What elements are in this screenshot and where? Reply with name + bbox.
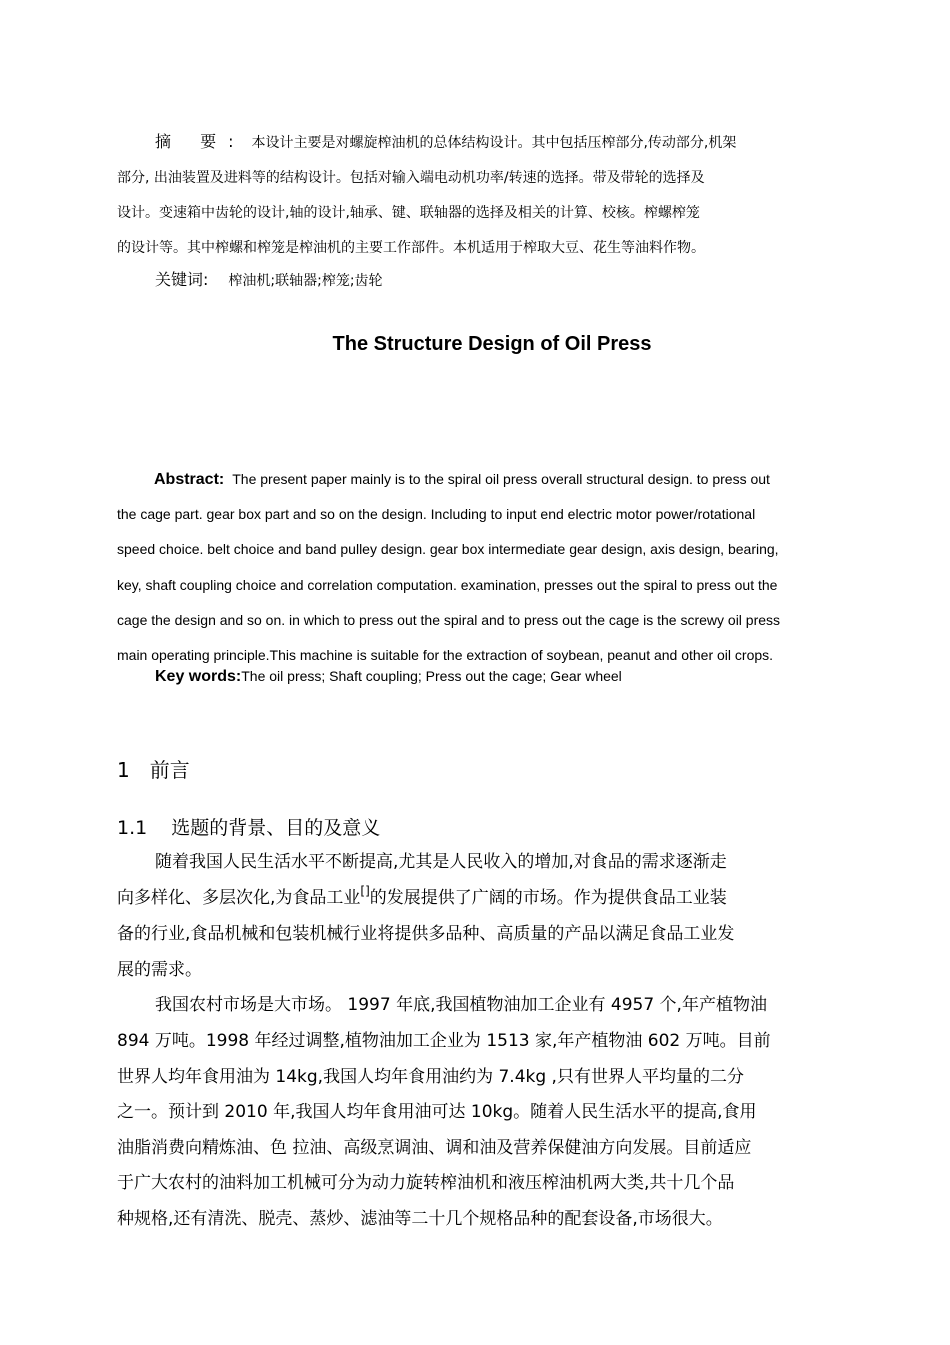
abstract-en-line: main operating principle.This machine is suitable for the extraction of soybean, peanut and other oil crops. xyxy=(117,647,774,664)
keywords-zh xyxy=(155,266,383,295)
chinese-abstract xyxy=(117,124,837,266)
abstract-zh-line: 部分, 出油装置及进料等的结构设计。包括对输入端电动机功率/转速的选择。带及带轮的选择及 xyxy=(117,170,705,186)
abstract-en-line: Abstract: The present paper mainly is to the spiral oil press overall structural design. to press out xyxy=(154,471,770,488)
english-title: The Structure Design of Oil Press xyxy=(332,333,652,355)
keywords-zh-text: 榨油机;联轴器;榨笼;齿轮 xyxy=(228,273,383,289)
paragraph-line: 我国农村市场是大市场。 1997 年底,我国植物油加工企业有 4957 个,年产植物油 xyxy=(155,995,767,1016)
abstract-en-line: speed choice. belt choice and band pulley design. gear box intermediate gear design, axis design, bearing, xyxy=(117,541,779,558)
keywords-en-text: The oil press; Shaft coupling; Press out the cage; Gear wheel xyxy=(241,668,622,684)
citation-marker: [] xyxy=(360,883,370,898)
paragraph-line: 向多样化、多层次化,为食品工业[]的发展提供了广阔的市场。作为提供食品工业装 xyxy=(117,883,727,908)
abstract-zh-label: 摘 要: xyxy=(155,132,246,151)
paragraph-line: 油脂消费向精炼油、色 拉油、高级烹调油、调和油及营养保健油方向发展。目前适应 xyxy=(117,1137,752,1158)
paragraph-line: 种规格,还有清洗、脱壳、蒸炒、滤油等二十几个规格品种的配套设备,市场很大。 xyxy=(117,1208,723,1229)
abstract-en-line: key, shaft coupling choice and correlation computation. examination, presses out the spiral to press out the xyxy=(117,576,778,593)
section-title: 选题的背景、目的及意义 xyxy=(171,817,381,839)
keywords-en xyxy=(155,668,622,686)
paragraph-line: 于广大农村的油料加工机械可分为动力旋转榨油机和液压榨油机两大类,共十几个品 xyxy=(117,1173,735,1194)
section-title: 前言 xyxy=(149,758,190,782)
abstract-zh-line: 摘 要: 本设计主要是对螺旋榨油机的总体结构设计。其中包括压榨部分,传动部分,机架 xyxy=(155,132,737,151)
paragraph-line: 随着我国人民生活水平不断提高,尤其是人民收入的增加,对食品的需求逐渐走 xyxy=(155,852,727,872)
abstract-en-line: cage the design and so on. in which to press out the spiral and to press out the cage is the screwy oil press xyxy=(117,611,781,628)
paragraph-line: 备的行业,食品机械和包装机械行业将提供多品种、高质量的产品以满足食品工业发 xyxy=(117,924,735,945)
keywords-zh-label: 关键词: xyxy=(155,270,209,289)
abstract-zh-line: 设计。变速箱中齿轮的设计,轴的设计,轴承、键、联轴器的选择及相关的计算、校核。榨螺榨笼 xyxy=(117,205,700,221)
paragraph-line: 展的需求。 xyxy=(117,959,202,980)
english-abstract xyxy=(117,462,837,673)
abstract-en-label: Abstract: xyxy=(154,471,225,488)
abstract-zh-line: 的设计等。其中榨螺和榨笼是榨油机的主要工作部件。本机适用于榨取大豆、花生等油料作物。 xyxy=(117,240,705,256)
paragraph-line: 之一。预计到 2010 年,我国人均年食用油可达 10kg。随着人民生活水平的提高,食用 xyxy=(117,1102,757,1123)
section-heading-1-1 xyxy=(117,813,380,840)
paragraph-line: 894 万吨。1998 年经过调整,植物油加工企业为 1513 家,年产植物油 602 万吨。目前 xyxy=(117,1030,771,1051)
body-text xyxy=(117,845,837,1238)
keywords-en-label: Key words: xyxy=(155,668,242,685)
abstract-en-line: the cage part. gear box part and so on the design. Including to input end electric motor power/rotational xyxy=(117,506,756,523)
section-heading-1 xyxy=(117,754,190,783)
section-number: 1 xyxy=(117,758,130,782)
section-number: 1.1 xyxy=(117,817,148,839)
paragraph-line: 世界人均年食用油为 14kg,我国人均年食用油约为 7.4kg ,只有世界人平均量的二分 xyxy=(117,1066,744,1087)
